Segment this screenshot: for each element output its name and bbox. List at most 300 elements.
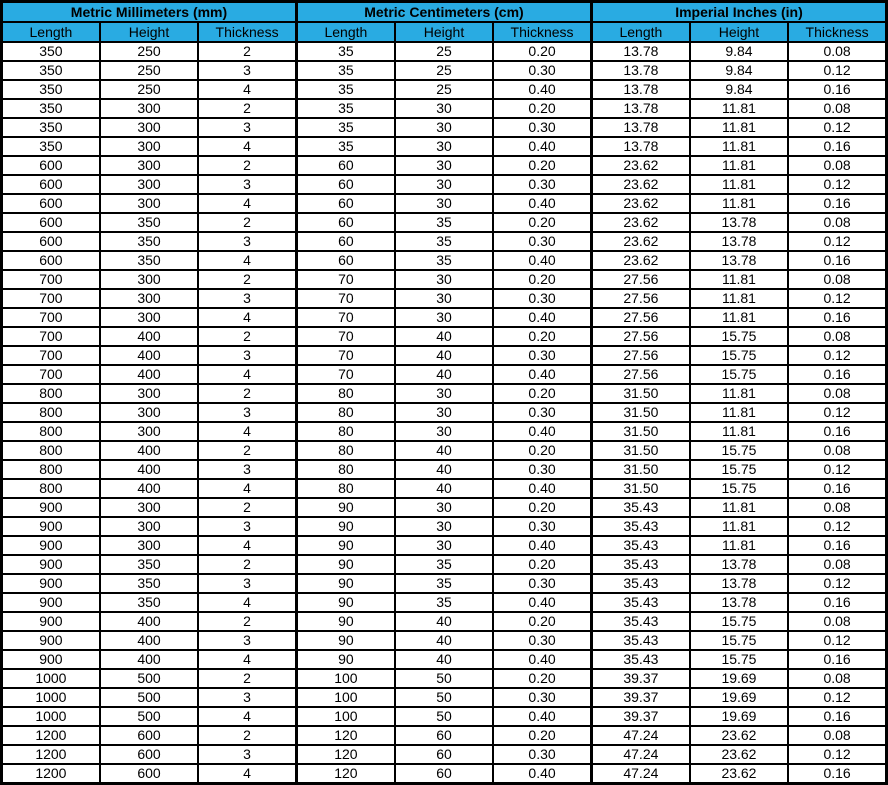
table-cell: 250 xyxy=(100,61,198,80)
table-cell: 31.50 xyxy=(591,403,689,422)
table-cell: 300 xyxy=(100,536,198,555)
table-cell: 60 xyxy=(296,175,394,194)
table-cell: 400 xyxy=(100,650,198,669)
table-cell: 0.40 xyxy=(493,251,591,270)
table-row xyxy=(2,536,887,555)
table-cell: 35 xyxy=(296,137,394,156)
table-cell: 0.20 xyxy=(493,498,591,517)
table-cell: 11.81 xyxy=(690,403,788,422)
table-cell: 11.81 xyxy=(690,118,788,137)
table-cell: 30 xyxy=(395,99,493,118)
table-cell: 19.69 xyxy=(690,707,788,726)
table-cell: 0.30 xyxy=(493,61,591,80)
table-cell: 0.30 xyxy=(493,460,591,479)
table-cell: 600 xyxy=(100,726,198,745)
table-row xyxy=(2,118,887,137)
table-cell: 25 xyxy=(395,42,493,61)
table-row xyxy=(2,99,887,118)
table-cell: 90 xyxy=(296,574,394,593)
table-cell: 1000 xyxy=(2,669,100,688)
table-cell: 15.75 xyxy=(690,479,788,498)
table-cell: 0.20 xyxy=(493,726,591,745)
table-row xyxy=(2,555,887,574)
table-row xyxy=(2,80,887,99)
table-cell: 1000 xyxy=(2,707,100,726)
table-cell: 0.08 xyxy=(788,498,886,517)
table-row xyxy=(2,289,887,308)
table-cell: 3 xyxy=(198,574,296,593)
table-cell: 3 xyxy=(198,346,296,365)
table-cell: 0.08 xyxy=(788,42,886,61)
table-cell: 4 xyxy=(198,365,296,384)
table-cell: 90 xyxy=(296,631,394,650)
table-cell: 300 xyxy=(100,99,198,118)
table-cell: 800 xyxy=(2,422,100,441)
table-cell: 30 xyxy=(395,289,493,308)
table-cell: 50 xyxy=(395,669,493,688)
table-cell: 30 xyxy=(395,498,493,517)
table-cell: 120 xyxy=(296,764,394,784)
table-cell: 3 xyxy=(198,175,296,194)
table-cell: 0.30 xyxy=(493,118,591,137)
table-cell: 600 xyxy=(2,251,100,270)
table-cell: 350 xyxy=(100,574,198,593)
table-cell: 15.75 xyxy=(690,650,788,669)
table-cell: 700 xyxy=(2,308,100,327)
table-cell: 15.75 xyxy=(690,346,788,365)
table-cell: 11.81 xyxy=(690,270,788,289)
table-cell: 13.78 xyxy=(690,232,788,251)
table-cell: 0.16 xyxy=(788,422,886,441)
table-cell: 60 xyxy=(296,156,394,175)
table-cell: 70 xyxy=(296,327,394,346)
table-cell: 4 xyxy=(198,80,296,99)
table-cell: 0.16 xyxy=(788,479,886,498)
table-cell: 1200 xyxy=(2,764,100,784)
table-cell: 600 xyxy=(2,213,100,232)
table-cell: 400 xyxy=(100,365,198,384)
table-row xyxy=(2,327,887,346)
table-cell: 120 xyxy=(296,726,394,745)
table-cell: 2 xyxy=(198,99,296,118)
table-cell: 90 xyxy=(296,498,394,517)
table-cell: 0.20 xyxy=(493,156,591,175)
table-cell: 0.40 xyxy=(493,764,591,784)
group-header-mm: Metric Millimeters (mm) xyxy=(2,2,297,23)
table-cell: 700 xyxy=(2,327,100,346)
table-cell: 300 xyxy=(100,384,198,403)
table-cell: 4 xyxy=(198,194,296,213)
table-cell: 3 xyxy=(198,61,296,80)
table-cell: 60 xyxy=(296,232,394,251)
table-cell: 2 xyxy=(198,327,296,346)
table-cell: 2 xyxy=(198,555,296,574)
table-cell: 35 xyxy=(296,80,394,99)
group-header-cm: Metric Centimeters (cm) xyxy=(296,2,591,23)
table-cell: 27.56 xyxy=(591,365,689,384)
table-cell: 40 xyxy=(395,650,493,669)
table-cell: 35.43 xyxy=(591,498,689,517)
table-cell: 0.08 xyxy=(788,213,886,232)
table-cell: 0.16 xyxy=(788,251,886,270)
table-cell: 13.78 xyxy=(690,251,788,270)
table-cell: 60 xyxy=(395,764,493,784)
table-cell: 2 xyxy=(198,42,296,61)
table-cell: 0.08 xyxy=(788,384,886,403)
col-header-mm-height: Height xyxy=(100,22,198,42)
table-cell: 13.78 xyxy=(591,42,689,61)
table-cell: 70 xyxy=(296,289,394,308)
table-cell: 70 xyxy=(296,308,394,327)
table-cell: 31.50 xyxy=(591,441,689,460)
table-row xyxy=(2,175,887,194)
table-cell: 350 xyxy=(100,213,198,232)
table-cell: 0.20 xyxy=(493,327,591,346)
table-cell: 0.30 xyxy=(493,517,591,536)
table-cell: 80 xyxy=(296,403,394,422)
table-cell: 13.78 xyxy=(591,137,689,156)
table-cell: 90 xyxy=(296,612,394,631)
table-cell: 39.37 xyxy=(591,707,689,726)
table-cell: 300 xyxy=(100,517,198,536)
table-cell: 70 xyxy=(296,365,394,384)
table-cell: 400 xyxy=(100,631,198,650)
table-cell: 15.75 xyxy=(690,612,788,631)
table-row xyxy=(2,251,887,270)
table-cell: 2 xyxy=(198,669,296,688)
table-cell: 0.08 xyxy=(788,555,886,574)
table-cell: 47.24 xyxy=(591,764,689,784)
table-cell: 60 xyxy=(296,194,394,213)
table-cell: 0.20 xyxy=(493,42,591,61)
table-cell: 4 xyxy=(198,593,296,612)
table-cell: 700 xyxy=(2,270,100,289)
table-cell: 0.20 xyxy=(493,441,591,460)
table-cell: 2 xyxy=(198,384,296,403)
table-cell: 300 xyxy=(100,270,198,289)
table-row xyxy=(2,593,887,612)
table-row xyxy=(2,270,887,289)
table-cell: 800 xyxy=(2,441,100,460)
table-cell: 500 xyxy=(100,688,198,707)
table-cell: 300 xyxy=(100,118,198,137)
table-cell: 0.20 xyxy=(493,555,591,574)
table-cell: 0.12 xyxy=(788,175,886,194)
table-cell: 0.40 xyxy=(493,80,591,99)
table-cell: 3 xyxy=(198,460,296,479)
table-cell: 23.62 xyxy=(690,764,788,784)
table-cell: 0.12 xyxy=(788,289,886,308)
col-header-mm-thickness: Thickness xyxy=(198,22,296,42)
table-row xyxy=(2,574,887,593)
table-cell: 0.12 xyxy=(788,745,886,764)
col-header-cm-height: Height xyxy=(395,22,493,42)
table-row xyxy=(2,213,887,232)
table-cell: 0.40 xyxy=(493,308,591,327)
table-row xyxy=(2,460,887,479)
table-cell: 100 xyxy=(296,688,394,707)
table-cell: 300 xyxy=(100,403,198,422)
table-cell: 300 xyxy=(100,175,198,194)
table-cell: 25 xyxy=(395,80,493,99)
table-cell: 400 xyxy=(100,346,198,365)
table-cell: 600 xyxy=(2,156,100,175)
table-cell: 35 xyxy=(395,555,493,574)
table-cell: 23.62 xyxy=(591,213,689,232)
table-cell: 11.81 xyxy=(690,384,788,403)
table-row xyxy=(2,631,887,650)
table-cell: 19.69 xyxy=(690,669,788,688)
table-cell: 30 xyxy=(395,536,493,555)
table-row xyxy=(2,137,887,156)
table-cell: 30 xyxy=(395,403,493,422)
group-header-row xyxy=(2,2,887,23)
table-row xyxy=(2,726,887,745)
table-cell: 0.08 xyxy=(788,612,886,631)
table-cell: 900 xyxy=(2,631,100,650)
table-row xyxy=(2,517,887,536)
table-cell: 30 xyxy=(395,517,493,536)
table-cell: 11.81 xyxy=(690,137,788,156)
table-cell: 700 xyxy=(2,289,100,308)
table-cell: 35 xyxy=(296,118,394,137)
table-cell: 35.43 xyxy=(591,517,689,536)
table-cell: 600 xyxy=(2,232,100,251)
table-cell: 900 xyxy=(2,650,100,669)
table-cell: 300 xyxy=(100,194,198,213)
table-row xyxy=(2,308,887,327)
table-cell: 31.50 xyxy=(591,460,689,479)
table-row xyxy=(2,707,887,726)
table-cell: 100 xyxy=(296,669,394,688)
table-cell: 900 xyxy=(2,498,100,517)
table-cell: 400 xyxy=(100,441,198,460)
table-cell: 11.81 xyxy=(690,156,788,175)
table-cell: 40 xyxy=(395,327,493,346)
table-cell: 35 xyxy=(395,251,493,270)
table-cell: 0.30 xyxy=(493,289,591,308)
table-cell: 600 xyxy=(2,175,100,194)
table-cell: 80 xyxy=(296,384,394,403)
table-cell: 0.12 xyxy=(788,688,886,707)
table-row xyxy=(2,156,887,175)
table-cell: 39.37 xyxy=(591,669,689,688)
table-cell: 3 xyxy=(198,517,296,536)
table-cell: 11.81 xyxy=(690,308,788,327)
table-cell: 40 xyxy=(395,365,493,384)
table-cell: 400 xyxy=(100,479,198,498)
column-header-row xyxy=(2,22,887,42)
table-cell: 0.12 xyxy=(788,631,886,650)
table-cell: 35.43 xyxy=(591,650,689,669)
table-cell: 30 xyxy=(395,175,493,194)
table-cell: 2 xyxy=(198,156,296,175)
table-cell: 120 xyxy=(296,745,394,764)
table-cell: 900 xyxy=(2,517,100,536)
table-cell: 90 xyxy=(296,593,394,612)
table-cell: 27.56 xyxy=(591,270,689,289)
table-cell: 800 xyxy=(2,403,100,422)
table-cell: 80 xyxy=(296,422,394,441)
table-cell: 900 xyxy=(2,555,100,574)
table-cell: 0.40 xyxy=(493,422,591,441)
table-cell: 300 xyxy=(100,289,198,308)
group-header-in: Imperial Inches (in) xyxy=(591,2,886,23)
table-cell: 50 xyxy=(395,688,493,707)
table-cell: 0.40 xyxy=(493,707,591,726)
table-cell: 350 xyxy=(2,80,100,99)
table-cell: 9.84 xyxy=(690,42,788,61)
table-cell: 35.43 xyxy=(591,593,689,612)
table-row xyxy=(2,403,887,422)
table-cell: 1000 xyxy=(2,688,100,707)
table-cell: 31.50 xyxy=(591,384,689,403)
table-cell: 23.62 xyxy=(591,156,689,175)
table-cell: 30 xyxy=(395,308,493,327)
table-cell: 0.20 xyxy=(493,213,591,232)
table-cell: 4 xyxy=(198,764,296,784)
table-cell: 13.78 xyxy=(690,574,788,593)
table-cell: 3 xyxy=(198,232,296,251)
table-cell: 300 xyxy=(100,308,198,327)
table-cell: 0.20 xyxy=(493,612,591,631)
table-cell: 800 xyxy=(2,460,100,479)
table-cell: 0.40 xyxy=(493,536,591,555)
table-cell: 11.81 xyxy=(690,289,788,308)
table-cell: 350 xyxy=(100,251,198,270)
table-cell: 700 xyxy=(2,346,100,365)
table-cell: 90 xyxy=(296,650,394,669)
table-cell: 3 xyxy=(198,631,296,650)
table-cell: 35 xyxy=(296,99,394,118)
table-cell: 3 xyxy=(198,688,296,707)
table-cell: 0.12 xyxy=(788,517,886,536)
table-row xyxy=(2,688,887,707)
table-cell: 0.40 xyxy=(493,593,591,612)
table-row xyxy=(2,346,887,365)
table-cell: 35 xyxy=(296,61,394,80)
table-cell: 15.75 xyxy=(690,327,788,346)
table-cell: 0.16 xyxy=(788,764,886,784)
table-cell: 27.56 xyxy=(591,289,689,308)
table-cell: 350 xyxy=(100,593,198,612)
table-cell: 500 xyxy=(100,707,198,726)
table-cell: 2 xyxy=(198,726,296,745)
table-cell: 35.43 xyxy=(591,631,689,650)
table-cell: 900 xyxy=(2,593,100,612)
table-cell: 0.40 xyxy=(493,194,591,213)
table-cell: 400 xyxy=(100,460,198,479)
table-cell: 70 xyxy=(296,270,394,289)
table-cell: 60 xyxy=(296,213,394,232)
table-cell: 0.40 xyxy=(493,365,591,384)
table-cell: 23.62 xyxy=(591,232,689,251)
table-cell: 0.16 xyxy=(788,137,886,156)
table-cell: 4 xyxy=(198,650,296,669)
table-cell: 60 xyxy=(395,726,493,745)
table-row xyxy=(2,498,887,517)
table-row xyxy=(2,669,887,688)
table-cell: 3 xyxy=(198,118,296,137)
table-row xyxy=(2,745,887,764)
table-cell: 0.12 xyxy=(788,118,886,137)
table-row xyxy=(2,232,887,251)
table-cell: 13.78 xyxy=(591,61,689,80)
table-cell: 300 xyxy=(100,422,198,441)
table-row xyxy=(2,365,887,384)
table-row xyxy=(2,650,887,669)
table-cell: 0.16 xyxy=(788,365,886,384)
table-cell: 11.81 xyxy=(690,517,788,536)
table-cell: 4 xyxy=(198,707,296,726)
table-row xyxy=(2,612,887,631)
table-cell: 0.16 xyxy=(788,194,886,213)
table-cell: 0.40 xyxy=(493,479,591,498)
table-cell: 0.20 xyxy=(493,270,591,289)
table-cell: 2 xyxy=(198,213,296,232)
table-cell: 4 xyxy=(198,308,296,327)
table-cell: 500 xyxy=(100,669,198,688)
table-cell: 30 xyxy=(395,118,493,137)
table-cell: 900 xyxy=(2,612,100,631)
table-cell: 40 xyxy=(395,612,493,631)
table-cell: 0.30 xyxy=(493,346,591,365)
table-cell: 80 xyxy=(296,479,394,498)
table-cell: 80 xyxy=(296,460,394,479)
table-cell: 31.50 xyxy=(591,479,689,498)
table-cell: 35 xyxy=(395,593,493,612)
table-cell: 60 xyxy=(296,251,394,270)
table-cell: 0.30 xyxy=(493,403,591,422)
table-cell: 100 xyxy=(296,707,394,726)
table-cell: 35.43 xyxy=(591,555,689,574)
table-cell: 4 xyxy=(198,479,296,498)
table-cell: 1200 xyxy=(2,726,100,745)
table-row xyxy=(2,194,887,213)
table-cell: 250 xyxy=(100,42,198,61)
table-cell: 350 xyxy=(100,555,198,574)
table-cell: 300 xyxy=(100,137,198,156)
table-cell: 23.62 xyxy=(591,175,689,194)
col-header-in-thickness: Thickness xyxy=(788,22,886,42)
table-cell: 40 xyxy=(395,479,493,498)
table-cell: 0.30 xyxy=(493,631,591,650)
table-cell: 350 xyxy=(2,61,100,80)
table-cell: 35 xyxy=(395,574,493,593)
table-cell: 30 xyxy=(395,156,493,175)
table-cell: 4 xyxy=(198,422,296,441)
col-header-cm-length: Length xyxy=(296,22,394,42)
table-cell: 40 xyxy=(395,631,493,650)
col-header-cm-thickness: Thickness xyxy=(493,22,591,42)
table-cell: 90 xyxy=(296,555,394,574)
table-cell: 0.16 xyxy=(788,308,886,327)
table-row xyxy=(2,441,887,460)
table-cell: 13.78 xyxy=(690,555,788,574)
table-cell: 600 xyxy=(100,764,198,784)
table-cell: 70 xyxy=(296,346,394,365)
table-cell: 0.08 xyxy=(788,156,886,175)
table-cell: 35.43 xyxy=(591,612,689,631)
table-cell: 2 xyxy=(198,612,296,631)
table-row xyxy=(2,479,887,498)
table-cell: 300 xyxy=(100,156,198,175)
table-cell: 3 xyxy=(198,403,296,422)
table-cell: 23.62 xyxy=(591,251,689,270)
table-row xyxy=(2,42,887,61)
table-cell: 9.84 xyxy=(690,61,788,80)
table-cell: 0.16 xyxy=(788,80,886,99)
